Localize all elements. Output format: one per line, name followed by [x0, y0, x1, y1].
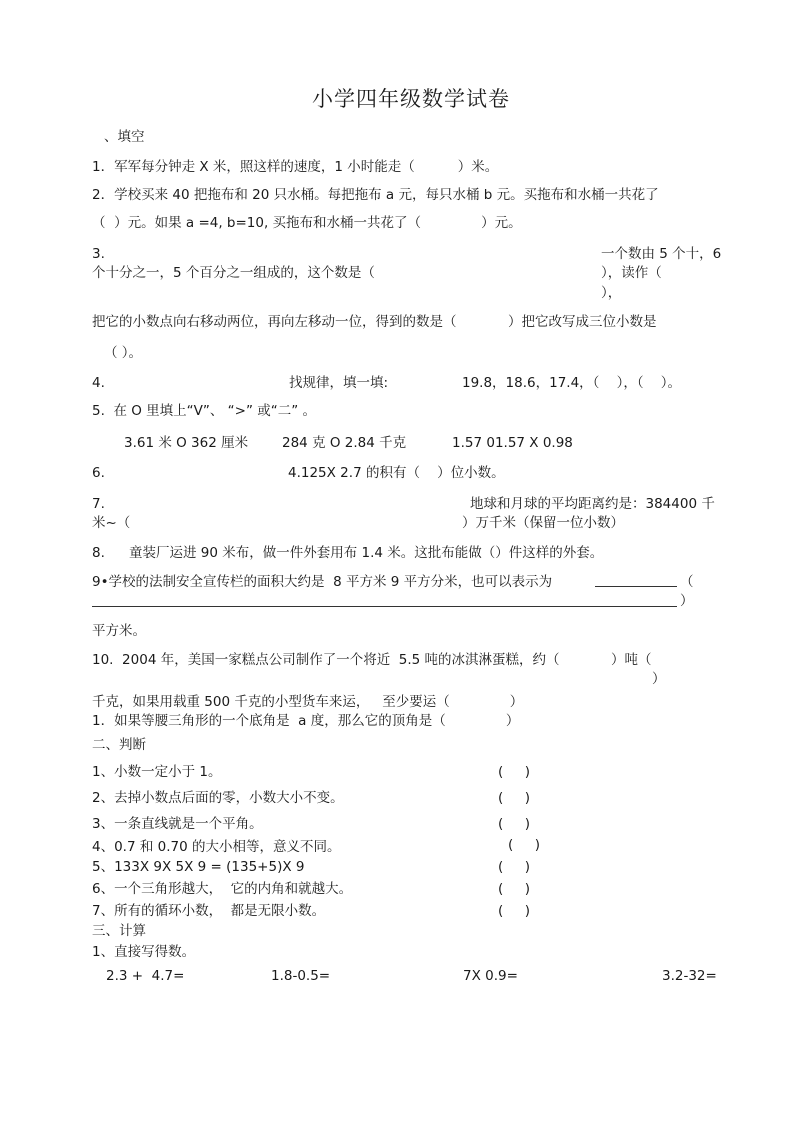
question-3-text-right-2: ），读作（	[601, 265, 662, 281]
calc-subheading: 1、直接写得数。	[92, 944, 196, 960]
question-6-text: 4.125X 2.7 的积有（ ）位小数。	[288, 465, 505, 481]
calc-item: 7X 0.9=	[463, 968, 518, 984]
judge-item: 2、去掉小数点后面的零，小数大小不变。	[92, 790, 344, 806]
calc-item: 3.2-32=	[662, 968, 717, 984]
judge-item: 6、一个三角形越大， 它的内角和就越大。	[92, 881, 353, 897]
judge-answer-paren: ( )	[498, 859, 530, 875]
question-4-prompt: 找规律，填一填:	[289, 375, 389, 391]
page-title: 小学四年级数学试卷	[312, 87, 510, 111]
question-9-paren-close: ）	[680, 593, 694, 609]
question-4-sequence: 19.8，18.6，17.4，（ ），（ ）。	[462, 375, 682, 391]
question-6-number: 6.	[92, 465, 105, 481]
question-7-line-2-right: ）万千米（保留一位小数）	[462, 515, 624, 531]
question-10-line-1: 10. 2004 年，美国一家糕点公司制作了一个将近 5.5 吨的冰淇淋蛋糕，约（ ）吨（	[92, 652, 652, 668]
question-3-line-4: 把它的小数点向右移动两位，再向左移动一位，得到的数是（ ）把它改写成三位小数是	[92, 314, 657, 330]
question-9-answer-line-2	[92, 606, 677, 607]
question-8-text: 童装厂运进 90 米布，做一件外套用布 1.4 米。这批布能做（）件这样的外套。	[129, 545, 604, 561]
question-7-line-2-left: 米~（	[92, 515, 131, 531]
judge-answer-paren: ( )	[498, 816, 530, 832]
question-9-line-1: 9•学校的法制安全宣传栏的面积大约是 8 平方米 9 平方分米，也可以表示为	[92, 574, 553, 590]
question-9-paren-open: （	[680, 574, 694, 590]
question-2-line-2: （ ）元。如果 a =4, b=10, 买拖布和水桶一共花了（ ）元。	[92, 215, 522, 231]
judge-item: 7、所有的循环小数， 都是无限小数。	[92, 903, 326, 919]
judge-item: 4、0.7 和 0.70 的大小相等，意义不同。	[92, 839, 341, 855]
question-3-text-right-1: 一个数由 5 个十，6	[601, 246, 722, 262]
question-3-number: 3.	[92, 246, 105, 262]
calc-item: 2.3 + 4.7=	[106, 968, 185, 984]
question-7-text: 地球和月球的平均距离约是：384400 千	[470, 496, 715, 512]
question-5-item-c: 1.57 01.57 X 0.98	[452, 435, 573, 451]
question-5-item-b: 284 克 O 2.84 千克	[282, 435, 407, 451]
judge-item: 5、133X 9X 5X 9 = (135+5)X 9	[92, 859, 305, 875]
question-11: 1．如果等腰三角形的一个底角是 a 度，那么它的顶角是（ ）	[92, 713, 520, 729]
judge-answer-paren: ( )	[498, 881, 530, 897]
section-fill-blank-heading: 、填空	[104, 129, 145, 145]
question-1: 1．军军每分钟走 X 米，照这样的速度，1 小时能走（ ）米。	[92, 159, 499, 175]
question-8-number: 8.	[92, 545, 105, 561]
judge-item: 3、一条直线就是一个平角。	[92, 816, 263, 832]
section-judge-heading: 二、判断	[92, 737, 146, 753]
question-9-line-3: 平方米。	[92, 623, 146, 639]
judge-answer-paren: ( )	[508, 837, 540, 853]
question-2-line-1: 2．学校买来 40 把拖布和 20 只水桶。每把拖布 a 元，每只水桶 b 元。买拖布和水桶一共花了	[92, 187, 659, 203]
judge-answer-paren: ( )	[498, 790, 530, 806]
question-7-number: 7.	[92, 496, 105, 512]
question-3-text-right-3: ），	[601, 285, 622, 301]
judge-answer-paren: ( )	[498, 903, 530, 919]
question-4-number: 4.	[92, 375, 105, 391]
question-10-paren-close: ）	[652, 671, 666, 687]
question-3-line-2: 个十分之一，5 个百分之一组成的，这个数是（	[92, 265, 375, 281]
section-calc-heading: 三、计算	[92, 923, 146, 939]
question-9-answer-line-1	[595, 586, 677, 587]
judge-answer-paren: ( )	[498, 764, 530, 780]
calc-item: 1.8-0.5=	[271, 968, 331, 984]
question-5: 5. 在 O 里填上“V”、 “>” 或“二” 。	[92, 403, 317, 419]
question-10-line-2: 千克，如果用载重 500 千克的小型货车来运， 至少要运（ ）	[92, 694, 524, 710]
question-3-line-5: （ ）。	[104, 345, 143, 361]
judge-item: 1、小数一定小于 1。	[92, 764, 222, 780]
question-5-item-a: 3.61 米 O 362 厘米	[124, 435, 249, 451]
